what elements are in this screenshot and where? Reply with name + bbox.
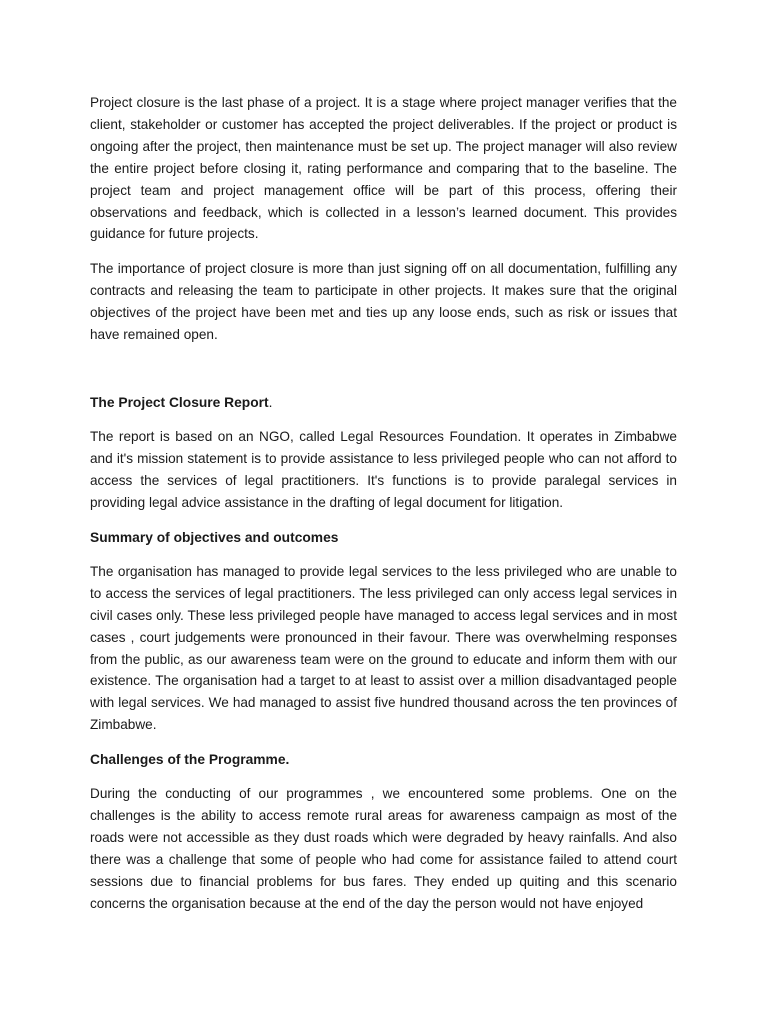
report-paragraph: The report is based on an NGO, called Legal Resources Foundation. It operates in Zimbabwe and it's mission statement is to provide assistance to less privileged people who can not afford to access the services of legal practitioners. It's functions is to provide paralegal services in providing legal advice assistance in the drafting of legal document for litigation. [90, 429, 677, 511]
report-heading [90, 392, 677, 414]
intro-paragraph-2: The importance of project closure is more than just signing off on all documentation, fulfilling any contracts and releasing the team to participate in other projects. It makes sure that the original objectives of the project have been met and ties up any loose ends, such as risk or issues that have remained open. [90, 260, 677, 342]
challenges-paragraph: During the conducting of our programmes , we encountered some problems. One on the challenges is the ability to access remote rural areas for awareness campaign as most of the roads were not accessible as they dust roads which were degraded by heavy rainfalls. And also there was a challenge that some of people who had come for assistance failed to attend court sessions due to financial problems for bus fares. They ended up quiting and this scenario concerns the organisation because at the end of the day the person would not have enjoyed [90, 786, 677, 911]
summary-paragraph: The organisation has managed to provide legal services to the less privileged who are unable to to access the services of legal practitioners. The less privileged can only access legal services in civil cases only. These less privileged people have managed to access legal services and in most cases , court judgements were pronounced in their favour. There was overwhelming responses from the public, as our awareness team were on the ground to educate and inform them with our existence. The organisation had a target to at least to assist over a million disadvantaged people with legal services. We had managed to assist five hundred thousand across the ten provinces of Zimbabwe. [90, 563, 677, 733]
summary-heading: Summary of objectives and outcomes [90, 529, 339, 545]
report-heading-period: . [268, 394, 273, 410]
document-page [90, 92, 677, 927]
section-spacer [90, 358, 677, 392]
report-heading-text: The Project Closure Report [90, 394, 269, 410]
challenges-heading: Challenges of the Programme. [90, 751, 290, 767]
intro-paragraph-1: Project closure is the last phase of a project. It is a stage where project manager verifies that the client, stakeholder or customer has accepted the project deliverables. If the project or product is ongoing after the project, then maintenance must be set up. The project manager will also review the entire project before closing it, rating performance and comparing that to the baseline. The project team and project management office will be part of this process, offering their observations and feedback, which is collected in a lesson’s learned document. This provides guidance for future projects. [90, 95, 677, 242]
